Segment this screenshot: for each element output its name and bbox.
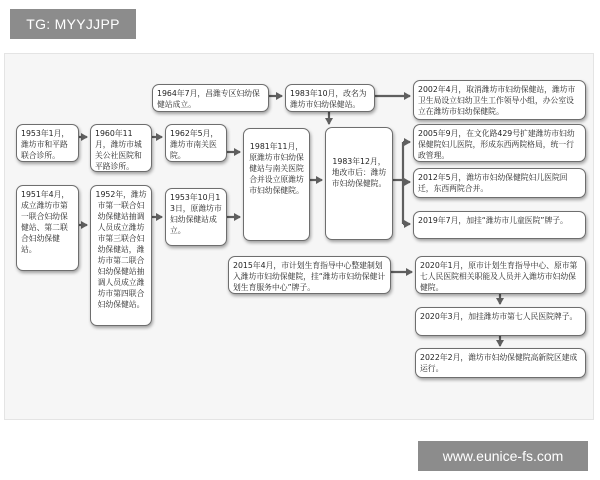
- node-1983-oct: 1983年10月，改名为潍坊市妇幼保健站。: [285, 84, 375, 112]
- node-2015-apr: 2015年4月，市计划生育指导中心整建制划入潍坊市妇幼保健院，挂“潍坊市妇幼保健计划生育服务中心”牌子。: [228, 256, 391, 294]
- node-2020-jan: 2020年1月，原市计划生育指导中心、原市第七人民医院相关职能及人员并入潍坊市妇幼保健院。: [415, 256, 586, 294]
- node-2019-jul: 2019年7月，加挂“潍坊市儿童医院”牌子。: [413, 211, 586, 239]
- node-2020-mar: 2020年3月，加挂潍坊市第七人民医院牌子。: [415, 307, 586, 336]
- node-2012-may: 2012年5月，潍坊市妇幼保健院妇儿医院回迁，东西两院合并。: [413, 168, 586, 198]
- node-1983-dec: 1983年12月，地改市后：潍坊市妇幼保健院。: [325, 127, 393, 240]
- node-1981-nov: 1981年11月，原潍坊市妇幼保健站与南关医院合并设立原潍坊市妇幼保健院。: [243, 128, 310, 241]
- watermark: www.eunice-fs.com: [418, 441, 588, 471]
- node-1951-apr: 1951年4月，成立潍坊市第一联合妇幼保健站、第二联合妇幼保健站。: [16, 185, 79, 271]
- node-1964-jul: 1964年7月，昌潍专区妇幼保健站成立。: [152, 84, 269, 112]
- node-2005-sep: 2005年9月，在文化路429号扩建潍坊市妇幼保健院妇儿医院，形成东西两院格局，统一行政管理。: [413, 124, 586, 162]
- node-1962-may: 1962年5月，潍坊市南关医院。: [165, 124, 227, 162]
- tag-label: TG: MYYJJPP: [10, 9, 136, 39]
- node-2002-apr: 2002年4月，取消潍坊市妇幼保健站，潍坊市卫生局设立妇幼卫生工作领导小组，办公室设立在潍坊市妇幼保健院。: [413, 80, 586, 120]
- node-2022-feb: 2022年2月，潍坊市妇幼保健院高新院区建成运行。: [415, 348, 586, 378]
- node-1953-oct: 1953年10月13日，原潍坊市妇幼保健站成立。: [165, 188, 227, 246]
- node-1952: 1952年，潍坊市第一联合妇幼保健站抽调人员成立潍坊市第三联合妇幼保健站，潍坊市第二联合妇幼保健站抽调人员成立潍坊市第四联合妇幼保健站。: [90, 185, 152, 326]
- node-1953-jan: 1953年1月，潍坊市和平路联合诊所。: [16, 124, 79, 162]
- node-1960-nov: 1960年11月，潍坊市城关公社医院和平路诊所。: [90, 124, 152, 172]
